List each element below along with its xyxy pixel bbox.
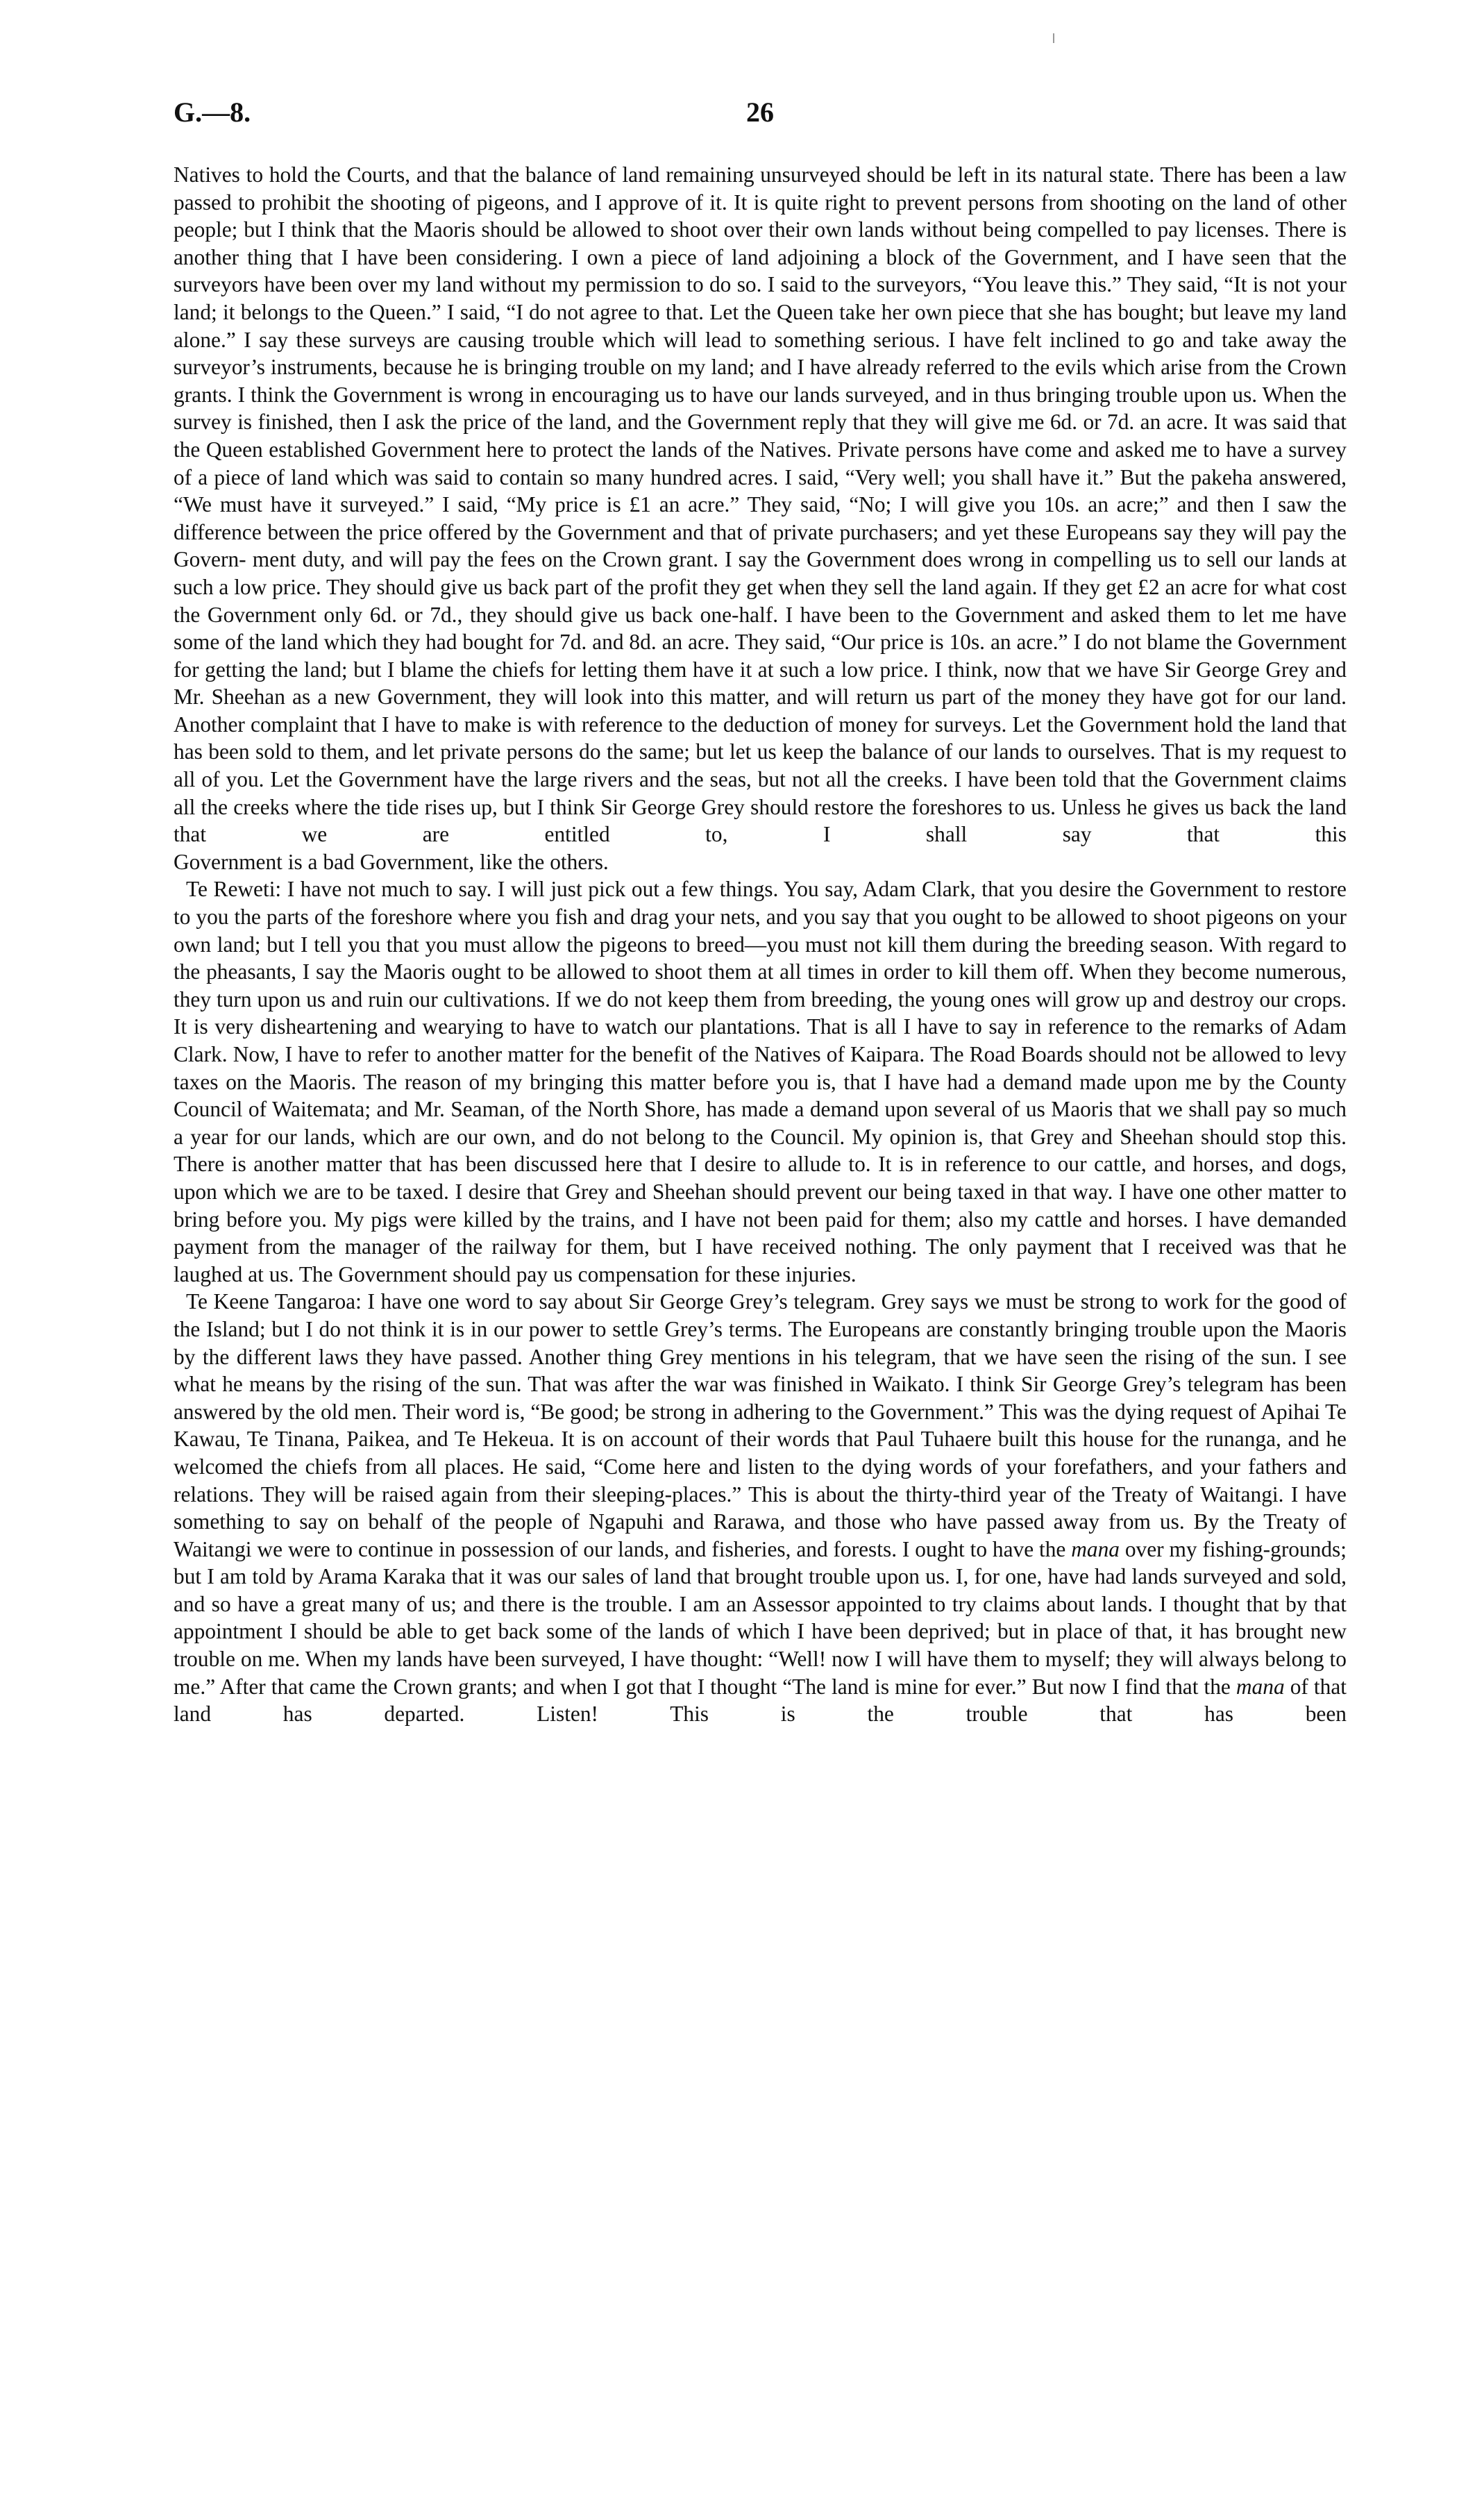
text-segment: over my fishing-grounds; but I am told by Arama Karaka that it was our <box>174 1536 1347 1589</box>
text-line: do not blame the Government for getting the land; but I blame the chiefs for letting them have it at <box>174 630 1347 682</box>
text-line: Government and that of private purchasers; and yet these Europeans say they will pay the Govern- <box>174 519 1347 572</box>
text-line: they will look into this matter, and will return us part of the money they have got for our land. <box>498 685 1347 710</box>
text-line: Government claims all the creeks where the tide rises up, but I think Sir George Grey should restore <box>174 767 1347 819</box>
text-line: Te Reweti: I have not much to say. I will just pick out a few things. You say, Adam Clark, <box>186 877 976 902</box>
text-line: strong in adhering to the Government.” This was the dying request of Apihai Te Kawau, Te Tinana, <box>174 1399 1347 1452</box>
text-line: Government have the large rivers and the seas, but not all the creeks. I have been told that the <box>338 767 1169 792</box>
text-segment: now I find that the <box>1069 1674 1236 1699</box>
body-text <box>174 161 1347 1728</box>
text-line: you that you must allow the pigeons to breed—you must not kill them during the breeding season. <box>348 932 1214 957</box>
text-line: a great many of us; and there is the trouble. I am an Assessor appointed to try claims about lands. <box>285 1591 1153 1616</box>
text-segment: of that land has departed. Listen! This is the trouble that has been <box>174 1674 1347 1727</box>
text-line: us to sell our lands at such a low price. They should give us back part of the profit they get when <box>174 547 1347 599</box>
text-line: laughed at us. The Government should pay us compensation for these injuries. <box>174 1261 857 1286</box>
page-number: 26 <box>746 96 774 128</box>
text-line: are to be taxed. I desire that Grey and Sheehan should prevent our being taxed in that way. I have <box>314 1179 1174 1204</box>
text-line: I thought that by that appointment I should be able to get back some of the lands of which I have <box>174 1591 1347 1644</box>
text-line: think the Government is wrong in encouraging us to have our lands surveyed, and in thus bringing <box>251 382 1111 407</box>
text-line: such a low price. I think, now that we have Sir George Grey and Mr. Sheehan as a new Government, <box>174 657 1347 710</box>
text-line: one other matter to bring before you. My pigs were killed by the trains, and I have not been <box>174 1179 1347 1232</box>
text-line: Grey’s terms. The Europeans are constantly bringing trouble upon the Maoris by the different laws <box>174 1316 1347 1369</box>
paragraph-1 <box>174 161 1347 848</box>
text-line: Maoris should be allowed to shoot over their own lands without being compelled to pay licenses. <box>413 217 1270 242</box>
text-line: the pakeha answered, “We must have it surveyed.” I said, “My price is £1 an acre.” They said, <box>174 464 1347 517</box>
text-line: There is another thing that I have been considering. I own a piece of land adjoining a block of the <box>174 217 1347 269</box>
paragraph-1-end <box>174 848 1347 876</box>
paragraph-2 <box>174 875 1347 1260</box>
italic-term: mana <box>1236 1674 1285 1699</box>
text-line: It is quite right to prevent persons from shooting on the land of other people; but I think that the <box>174 190 1347 242</box>
text-line: If we do not keep them from breeding, the young ones will grow up and destroy our crops. It is very <box>174 987 1347 1039</box>
text-line: must be strong to work for the good of the Island; but I do not think it is in our power to settle <box>174 1289 1347 1341</box>
text-line: they sell the land again. If they get £2 an acre for what cost the Government only 6d. or 7d., they <box>174 574 1347 627</box>
text-line: we shall pay so much a year for our lands, which are our own, and do not belong to the Council. My <box>174 1097 1347 1149</box>
text-line: they have passed. Another thing Grey mentions in his telegram, that we have seen the rising of the <box>365 1344 1254 1369</box>
paragraph-3 <box>174 1288 1347 1728</box>
text-line: Queen.” I said, “I do not agree to that. Let the Queen take her own piece that she has bought; <box>369 299 1185 324</box>
text-line: Paikea, and Te Hekeua. It is on account of their words that Paul Tuhaere built this house for the <box>346 1427 1199 1452</box>
scan-mark <box>1053 33 1054 43</box>
text-line: sun. I see what he means by the rising of the sun. That was after the war was finished in Waikato. <box>174 1344 1347 1397</box>
text-segment: ought to have the <box>915 1536 1072 1561</box>
text-line: bringing this matter before you is, that I have had a demand made upon me by the County Council of <box>174 1069 1347 1122</box>
text-line: words of your forefathers, and your fathers and relations. They will be raised again from their <box>174 1454 1347 1507</box>
text-line: been deprived; but in place of that, it has brought new trouble on me. When my lands have been <box>174 1619 1347 1672</box>
text-line: the Treaty of Waitangi we were to continue in possession of our lands, and fisheries, and forests. I <box>174 1509 1347 1561</box>
text-line: I think Sir George Grey’s telegram has been answered by the old men. Their word is, “Be good; be <box>174 1372 1347 1424</box>
text-line: of land which was said to contain so many hundred acres. I said, “Very well; you shall have it.” But <box>266 464 1152 489</box>
text-line: runanga, and he welcomed the chiefs from all places. He said, “Come here and listen to the dying <box>174 1427 1347 1479</box>
text-line: Government, and I have seen that the surveyors have been over my land without my permission to do <box>174 244 1347 297</box>
text-line: With regard to the pheasants, I say the Maoris ought to be allowed to shoot them at all times in <box>174 932 1347 984</box>
text-line: the land which they had bought for 7d. and 8d. an acre. They said, “Our price is 10s. an acre.” I <box>248 630 1081 655</box>
text-line: here that I desire to allude to. It is in reference to our cattle, and horses, and dogs, upon which we <box>174 1152 1347 1204</box>
text-line: Government is a bad Government, like the others. <box>174 849 609 874</box>
text-line: opinion is, that Grey and Sheehan should stop this. There is another matter that has been discussed <box>174 1124 1347 1177</box>
text-line: After that came the Crown grants; and when I got that I thought “The land is mine for ever.” But <box>219 1674 1064 1699</box>
text-line: serious. I have felt inclined to go and take away the surveyor’s instruments, because he is bringing <box>174 327 1347 380</box>
text-line: so. I said to the surveyors, “You leave this.” They said, “It is not your land; it belongs to the <box>174 272 1347 324</box>
text-line: say on behalf of the people of Ngapuhi and Rarawa, and those who have passed away from us. By <box>299 1509 1220 1534</box>
paper-reference: G.—8. <box>174 96 251 128</box>
text-line: Te Keene Tangaroa: I have one word to say about Sir George Grey’s telegram. Grey says we <box>186 1289 1000 1314</box>
text-line: sleeping-places.” This is about the thirty-third year of the Treaty of Waitangi. I have something to <box>174 1482 1347 1534</box>
text-line: that they will give me 6d. or 7d. an acre. It was said that the Queen established Government here to <box>174 410 1347 462</box>
text-line: to the remarks of Adam Clark. Now, I have to refer to another matter for the benefit of the Natives <box>174 1014 1347 1066</box>
text-line: Waitemata; and Mr. Seaman, of the North Shore, has made a demand upon several of us Maoris that <box>271 1097 1152 1122</box>
page-header <box>174 96 1347 137</box>
text-line: ment duty, and will pay the fees on the Crown grant. I say the Government does wrong in compelling <box>252 547 1152 572</box>
text-line: railway for them, but I have received nothing. The only payment that I received was that he <box>491 1234 1347 1259</box>
text-line: “No; I will give you 10s. an acre;” and then I saw the difference between the price offered by the <box>174 492 1347 544</box>
paragraph-2-end <box>174 1261 1347 1289</box>
text-line: the Government hold the land that has been sold to them, and let private persons do the same; but <box>174 712 1347 764</box>
text-line: that you desire the Government to restore to you the parts of the foreshore where you fish and drag <box>174 877 1347 930</box>
text-line: natural state. There has been a law passed to prohibit the shooting of pigeons, and I approve of it. <box>174 162 1347 215</box>
text-line: order to kill them off. When they become numerous, they turn upon us and ruin our cultivations. <box>174 959 1347 1012</box>
text-line: surveyed, I have thought: “Well! now I will have them to myself; they will always belong to me.” <box>174 1647 1347 1699</box>
text-line: Another complaint that I have to make is with reference to the deduction of money for surveys. Let <box>174 712 1042 737</box>
text-line: let us keep the balance of our lands to ourselves. That is my request to all of you. Let the <box>174 739 1347 792</box>
text-line: should give us back one-half. I have been to the Government and asked them to let me have some of <box>174 602 1347 655</box>
text-line: trouble on my land; and I have already referred to the evils which arise from the Crown grants. I <box>174 355 1347 407</box>
text-line: the foreshores to us. Unless he gives us back the land that we are entitled to, I shall say that this <box>174 794 1347 847</box>
text-line: paid for them; also my cattle and horses. I have demanded payment from the manager of the <box>174 1207 1347 1259</box>
italic-term: mana <box>1071 1536 1120 1561</box>
text-line: trouble upon us. When the survey is finished, then I ask the price of the land, and the Government reply <box>174 382 1347 435</box>
text-line: Natives to hold the Courts, and that the balance of land remaining unsurveyed should be left in its <box>174 162 1037 187</box>
text-line: disheartening and wearying to have to watch our plantations. That is all I have to say in reference <box>260 1014 1129 1039</box>
text-line: protect the lands of the Natives. Private persons have come and asked me to have a survey of a piece <box>174 437 1347 489</box>
text-line: of Kaipara. The Road Boards should not be allowed to levy taxes on the Maoris. The reason of my <box>174 1042 1347 1094</box>
text-line: but leave my land alone.” I say these surveys are causing trouble which will lead to something <box>174 299 1347 352</box>
text-line: sales of land that brought trouble upon us. I, for one, have had lands surveyed and sold, and so have <box>174 1564 1347 1616</box>
text-line: your nets, and you say that you ought to be allowed to shoot pigeons on your own land; but I tell <box>174 905 1347 957</box>
